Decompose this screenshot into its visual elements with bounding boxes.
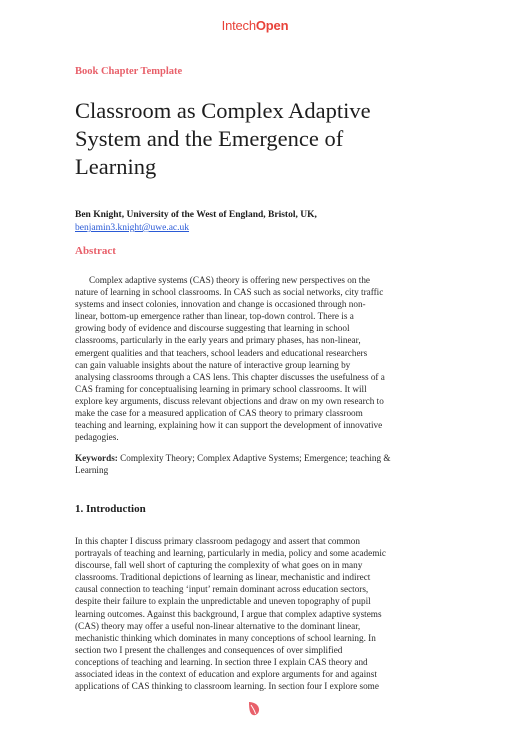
title-line: Classroom as Complex Adaptive xyxy=(75,98,371,123)
abstract-line: CAS framing for conceptualising learning in primary school classrooms. It will xyxy=(75,383,367,394)
abstract-line: analysing classrooms through a CAS lens. This chapter discusses the usefulness of a xyxy=(75,371,385,382)
abstract-line: can gain valuable insights about the nature of interactive group learning by xyxy=(75,359,351,370)
intro-line: portrayals of teaching and learning, particularly in media, policy and some academic xyxy=(75,548,386,559)
template-label: Book Chapter Template xyxy=(75,66,183,77)
author-block xyxy=(75,209,445,235)
intro-line: In this chapter I discuss primary classroom pedagogy and assert that common xyxy=(75,536,360,546)
keywords-list-continued: Learning xyxy=(75,465,109,475)
intro-line: section two I present the challenges and consequences of over simplified xyxy=(75,644,343,655)
abstract-line: linear, bottom-up emergence rather than linear, top-down control. There is a xyxy=(75,311,354,322)
abstract-heading: Abstract xyxy=(75,245,116,257)
abstract-line: emergent qualities and that teachers, school leaders and educational researchers xyxy=(75,347,368,358)
title-line: System and the Emergence of xyxy=(75,126,344,151)
intro-line: causal connection to teaching ‘input’ remain dominant across education sectors, xyxy=(75,584,369,595)
abstract-line: nature of learning in school classrooms. In CAS such as social networks, city traffic xyxy=(75,287,384,298)
keywords-list: Complexity Theory; Complex Adaptive Systems; Emergence; teaching & xyxy=(117,453,391,463)
intro-line: applications of CAS thinking to classroom learning. In section four I explore some xyxy=(75,681,379,692)
publisher-logo xyxy=(0,18,510,33)
intro-line: learning outcomes. Against this background, I argue that complex adaptive systems xyxy=(75,608,382,619)
chapter-title xyxy=(75,97,445,181)
intro-line: associated ideas in the context of education and explore arguments for and against xyxy=(75,669,377,680)
introduction-paragraph xyxy=(75,535,447,692)
intro-line: classrooms. Traditional depictions of learning as linear, mechanistic and indirect xyxy=(75,572,371,583)
intro-line: (CAS) theory may offer a useful non-linear alternative to the dominant linear, xyxy=(75,620,361,631)
intro-line: discourse, fall well short of capturing the complexity of what goes on in many xyxy=(75,560,363,571)
keywords-label: Keywords: xyxy=(75,453,118,463)
keywords-block xyxy=(75,452,447,476)
abstract-line: pedagogies. xyxy=(75,432,119,443)
publisher-logo-part1: Intech xyxy=(221,18,256,33)
abstract-line: teaching and learning, explaining how it can support the development of innovative xyxy=(75,420,383,431)
title-line: Learning xyxy=(75,154,157,179)
intro-line: conceptions of teaching and learning. In section three I explain CAS theory and xyxy=(75,656,368,667)
abstract-line: Complex adaptive systems (CAS) theory is offering new perspectives on the xyxy=(89,275,371,285)
abstract-line: make the case for a measured application of CAS theory to primary classroom xyxy=(75,408,363,419)
abstract-line: classrooms, particularly in the early years and primary phases, has non-linear, xyxy=(75,335,361,346)
author-email-link[interactable]: benjamin3.knight@uwe.ac.uk xyxy=(75,223,190,233)
intro-line: despite their failure to explain the unpredictable and uneven topography of pupil xyxy=(75,596,371,607)
publisher-logo-part2: Open xyxy=(255,18,289,33)
abstract-line: growing body of evidence and discourse suggesting that learning in school xyxy=(75,323,350,334)
intechopen-leaf-icon xyxy=(247,701,261,717)
abstract-line: explore key arguments, discuss relevant objections and draw on my own research to xyxy=(75,395,384,406)
leaf-svg xyxy=(247,701,261,717)
intro-line: mechanistic thinking which dominates in many conceptions of school learning. In xyxy=(75,632,376,643)
section-heading-introduction: 1. Introduction xyxy=(75,503,146,515)
author-affiliation: Ben Knight, University of the West of England, Bristol, UK, xyxy=(75,210,317,220)
abstract-line: systems and insect colonies, innovation and change is occasioned through non- xyxy=(75,299,366,310)
abstract-paragraph xyxy=(75,274,447,443)
